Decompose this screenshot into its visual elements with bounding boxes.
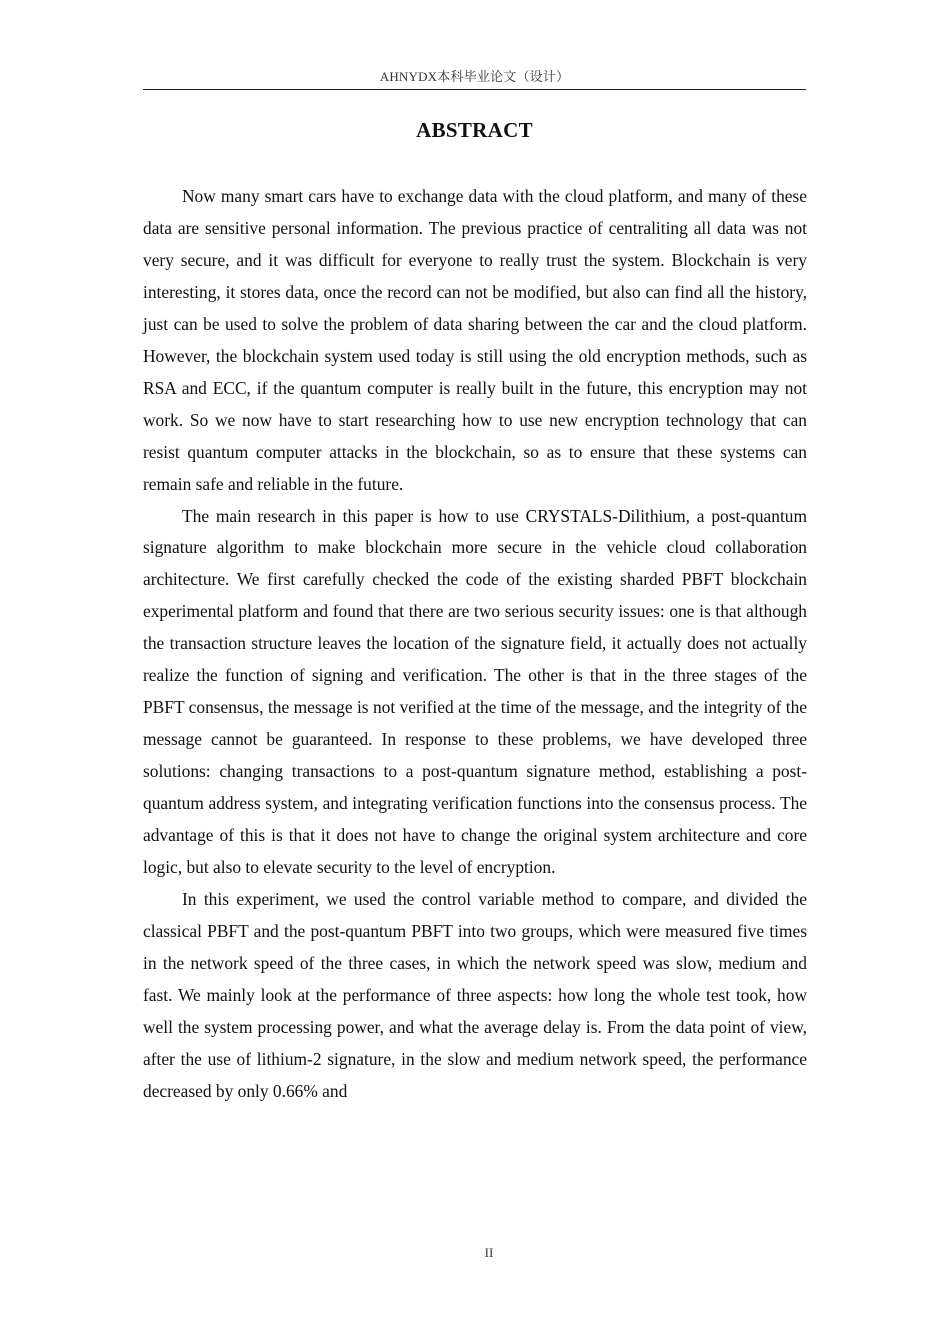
page-number: II bbox=[484, 1245, 494, 1260]
abstract-title: ABSTRACT bbox=[416, 118, 533, 142]
running-header: AHNYDX本科毕业论文（设计） bbox=[379, 69, 570, 84]
abstract-body bbox=[143, 181, 807, 1108]
abstract-paragraph-1: Now many smart cars have to exchange data with the cloud platform, and many of these data are sensitive personal information. The previous practice of centraliting all data was not very secure, and it was difficult for everyone to really trust the system. Blockchain is very interesting, it stores data, once the record can not be modified, but also can find all the history, just can be used to solve the problem of data sharing between the car and the cloud platform. However, the blockchain system used today is still using the old encryption methods, such as RSA and ECC, if the quantum computer is really built in the future, this encryption may not work. So we now have to start researching how to use new encryption technology that can resist quantum computer attacks in the blockchain, so as to ensure that these systems can remain safe and reliable in the future. bbox=[143, 186, 807, 494]
abstract-paragraph-3: In this experiment, we used the control variable method to compare, and divided the classical PBFT and the post-quantum PBFT into two groups, which were measured five times in the network speed of the three cases, in which the network speed was slow, medium and fast. We mainly look at the performance of three aspects: how long the whole test took, how well the system processing power, and what the average delay is. From the data point of view, after the use of lithium-2 signature, in the slow and medium network speed, the performance decreased by only 0.66% and bbox=[143, 888, 807, 1101]
header-divider bbox=[143, 89, 806, 90]
abstract-paragraph-2: The main research in this paper is how to use CRYSTALS-Dilithium, a post-quantum signature algorithm to make blockchain more secure in the vehicle cloud collaboration architecture. We first carefully checked the code of the existing sharded PBFT blockchain experimental platform and found that there are two serious security issues: one is that although the transaction structure leaves the location of the signature field, it actually does not actually realize the function of signing and verification. The other is that in the three stages of the PBFT consensus, the message is not verified at the time of the message, and the integrity of the message cannot be guaranteed. In response to these problems, we have developed three solutions: changing transactions to a post-quantum signature method, establishing a post-quantum address system, and integrating verification functions into the consensus process. The advantage of this is that it does not have to change the original system architecture and core logic, but also to elevate security to the level of encryption. bbox=[143, 505, 807, 878]
